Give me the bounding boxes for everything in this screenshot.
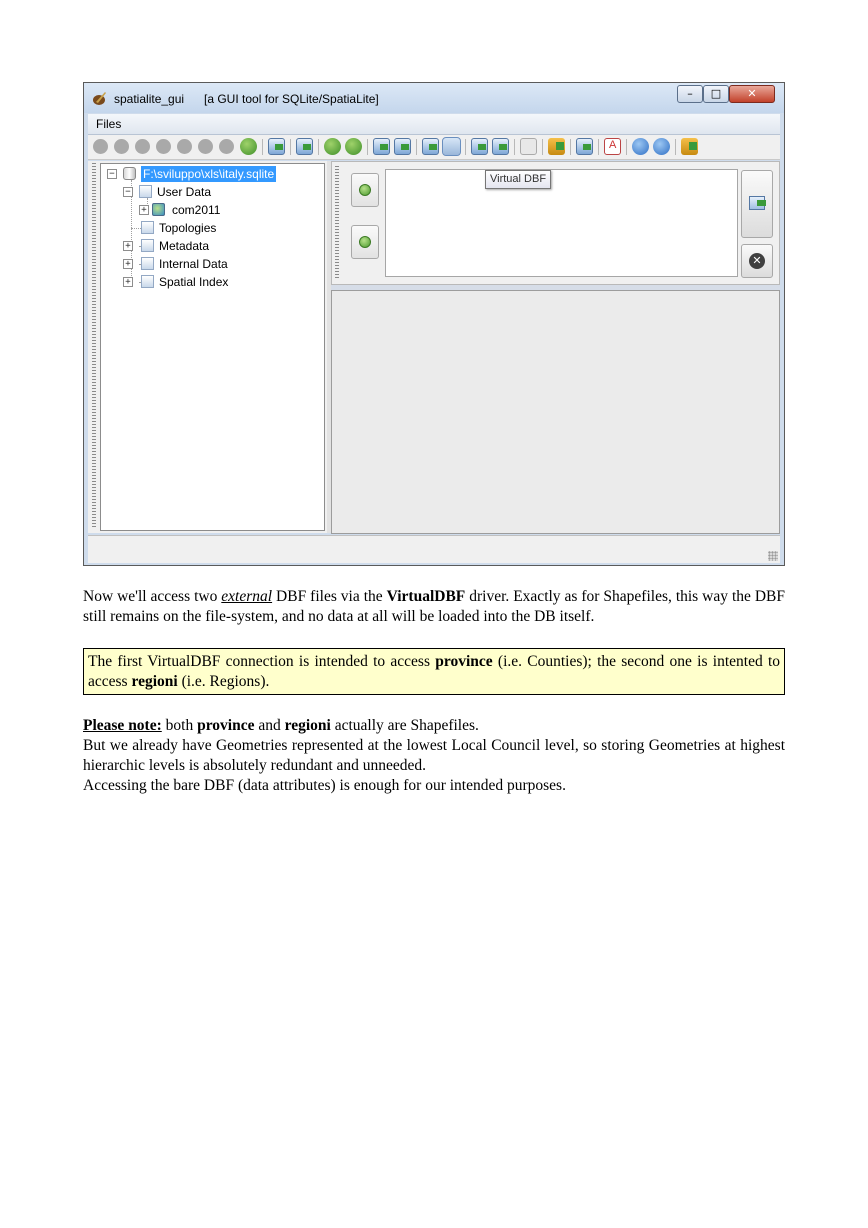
tree-label-user-data: User Data xyxy=(157,185,212,199)
window-subtitle: [a GUI tool for SQLite/SpatiaLite] xyxy=(204,92,379,106)
virtual-shapefile-icon[interactable] xyxy=(324,138,341,155)
toolbar-separator xyxy=(318,139,319,155)
dock-grip[interactable] xyxy=(335,166,339,280)
resize-grip-icon[interactable] xyxy=(768,551,778,561)
connect-icon[interactable] xyxy=(93,139,108,154)
expand-icon[interactable]: + xyxy=(139,205,149,215)
network-icon[interactable] xyxy=(548,138,565,155)
clear-sql-button[interactable] xyxy=(741,244,773,278)
folder-icon xyxy=(139,185,152,198)
maximize-icon: □ xyxy=(710,87,722,100)
history-forward-icon xyxy=(359,236,371,248)
sql-input[interactable] xyxy=(385,169,738,277)
load-txt-icon[interactable] xyxy=(373,138,390,155)
title-bar xyxy=(84,83,784,113)
toolbar-separator xyxy=(290,139,291,155)
toolbar-separator xyxy=(465,139,466,155)
text-run: The first VirtualDBF connection is intended to access xyxy=(88,653,436,670)
text-run: (i.e. Regions). xyxy=(177,673,270,690)
history-back-icon xyxy=(359,184,371,196)
toolbar-separator xyxy=(262,139,263,155)
text-run: both xyxy=(161,717,198,734)
tree-panel xyxy=(88,161,327,533)
charset-icon[interactable] xyxy=(604,138,621,155)
close-icon: ✕ xyxy=(747,87,757,100)
toolbar-separator xyxy=(416,139,417,155)
toolbar xyxy=(88,135,780,160)
sql-panel xyxy=(331,161,780,285)
history-forward-button[interactable] xyxy=(351,225,379,259)
load-dbf-icon[interactable] xyxy=(394,138,411,155)
close-button[interactable] xyxy=(729,85,775,103)
virtual-csv-icon[interactable] xyxy=(345,138,362,155)
load-xls-icon[interactable] xyxy=(492,138,509,155)
text-regioni: regioni xyxy=(284,717,331,734)
toolbar-separator xyxy=(598,139,599,155)
text-province: province xyxy=(197,717,255,734)
text-run: DBF files via the xyxy=(272,588,387,605)
virtual-dbf-icon[interactable] xyxy=(443,138,460,155)
text-run: and xyxy=(254,717,285,734)
tree-node-user-data[interactable] xyxy=(123,184,283,200)
tree-node-metadata[interactable] xyxy=(123,238,283,254)
spatial-table-icon xyxy=(152,203,165,216)
toolbar-separator xyxy=(514,139,515,155)
virtual-txt-icon[interactable] xyxy=(422,138,439,155)
text-please-note: Please note: xyxy=(83,717,162,734)
memory-db-load-icon[interactable] xyxy=(177,139,192,154)
folder-icon xyxy=(141,221,154,234)
menu-files[interactable]: Files xyxy=(96,117,122,131)
tree-root-label: F:\sviluppo\xls\italy.sqlite xyxy=(143,167,275,181)
tree-node-root[interactable] xyxy=(107,166,317,182)
clear-icon: ✕ xyxy=(749,253,765,269)
tree-label-metadata: Metadata xyxy=(159,239,210,253)
collapse-icon[interactable]: − xyxy=(123,187,133,197)
toolbar-separator xyxy=(542,139,543,155)
highlight-note xyxy=(83,648,785,695)
minimize-icon: – xyxy=(687,87,693,100)
results-grid[interactable] xyxy=(331,290,780,534)
tree-label-internal-data: Internal Data xyxy=(159,257,228,271)
app-window xyxy=(83,82,785,566)
toolbar-separator xyxy=(626,139,627,155)
tree-node-topologies[interactable] xyxy=(123,220,283,236)
folder-icon xyxy=(141,275,154,288)
window-title: spatialite_gui xyxy=(114,92,185,106)
tree-node-internal-data[interactable] xyxy=(123,256,283,272)
execute-script-icon[interactable] xyxy=(268,138,285,155)
tree-label-topologies: Topologies xyxy=(159,221,217,235)
status-bar xyxy=(88,535,780,563)
sql-log-icon[interactable] xyxy=(520,138,537,155)
virtual-xls-icon[interactable] xyxy=(471,138,488,155)
expand-icon[interactable]: + xyxy=(123,259,133,269)
expand-icon[interactable]: + xyxy=(123,277,133,287)
paragraph-please-note xyxy=(83,716,785,736)
tree-label-spatial-index: Spatial Index xyxy=(159,275,229,289)
text-external: external xyxy=(221,588,273,605)
memory-db-save-icon[interactable] xyxy=(198,139,213,154)
text-regioni: regioni xyxy=(131,673,178,690)
vacuum-icon[interactable] xyxy=(219,139,234,154)
collapse-icon[interactable]: − xyxy=(107,169,117,179)
toolbar-separator xyxy=(570,139,571,155)
minimize-button[interactable] xyxy=(677,85,703,103)
text-virtualdbf: VirtualDBF xyxy=(386,588,466,605)
create-db-icon[interactable] xyxy=(135,139,150,154)
folder-icon xyxy=(141,239,154,252)
disconnect-icon[interactable] xyxy=(114,139,129,154)
tree-node-table[interactable] xyxy=(139,202,279,218)
memory-db-icon[interactable] xyxy=(156,139,171,154)
toolbar-separator xyxy=(367,139,368,155)
app-feather-icon xyxy=(92,90,108,106)
help-icon[interactable] xyxy=(632,138,649,155)
paragraph-purpose: Accessing the bare DBF (data attributes) is enough for our intended purposes. xyxy=(83,777,566,794)
maximize-button[interactable] xyxy=(703,85,729,103)
refresh-icon[interactable] xyxy=(240,138,257,155)
tree-node-spatial-index[interactable] xyxy=(123,274,283,290)
text-run: actually are Shapefiles. xyxy=(330,717,479,734)
expand-icon[interactable]: + xyxy=(123,241,133,251)
exit-icon[interactable] xyxy=(681,138,698,155)
toolbar-separator xyxy=(675,139,676,155)
text-run: (i.e. Counties); the second one is intented to access xyxy=(88,653,780,690)
folder-icon xyxy=(141,257,154,270)
paragraph-intro xyxy=(83,587,785,627)
load-shapefile-icon[interactable] xyxy=(296,138,313,155)
database-icon xyxy=(123,167,136,180)
tooltip: Virtual DBF xyxy=(485,170,551,189)
paragraph-geometries: But we already have Geometries represented at the lowest Local Council level, so storing Geometries at highest hierarchic levels is absolutely redundant and unneeded. xyxy=(83,737,785,774)
text-run: Now we'll access two xyxy=(83,588,222,605)
db-tree[interactable] xyxy=(100,163,325,531)
history-back-button[interactable] xyxy=(351,173,379,207)
about-icon[interactable] xyxy=(653,138,670,155)
map-preview-icon[interactable] xyxy=(576,138,593,155)
text-province: province xyxy=(435,653,493,670)
menu-bar xyxy=(88,114,780,135)
dock-grip[interactable] xyxy=(92,163,96,529)
execute-icon xyxy=(749,196,765,210)
tree-label-table: com2011 xyxy=(172,203,221,217)
execute-sql-button[interactable] xyxy=(741,170,773,238)
text-run: driver. Exactly as for Shapefiles, this way the DBF still remains on the file-system, and no data at all will be loaded into the DB itself. xyxy=(83,588,785,625)
